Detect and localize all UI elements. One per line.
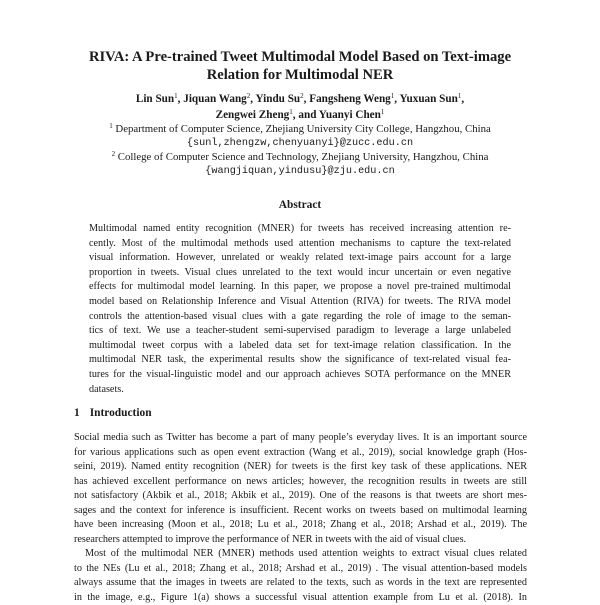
affiliation-mark: 2	[112, 150, 116, 158]
section-heading-introduction	[74, 407, 152, 419]
abstract-line: multimodal NER task, the experimental results show the significance of text-related visual fea-	[89, 353, 511, 368]
author-separator: ,	[304, 93, 310, 105]
body-line: in the image, e.g., Figure 1(a) shows a successful visual attention example from Lu et al. (2018). In	[74, 591, 527, 605]
author-separator: ,	[178, 93, 184, 105]
body-line: for various applications such as open event extraction (Wang et al., 2019), social knowledge graph (Hos-	[74, 446, 527, 461]
title-line-2: Relation for Multimodal NER	[60, 66, 540, 84]
abstract-line: tures for the visual-linguistic model and our approach achieves SOTA performance on the MNER	[89, 368, 511, 383]
affiliation-name: $^2$ College of Computer Science and Technology, Zhejiang University, Hangzhou, China	[60, 150, 540, 165]
section-title: Introduction	[90, 407, 152, 419]
author-affil-mark: 2	[300, 92, 304, 100]
author-affil-mark: 1	[458, 92, 462, 100]
abstract-heading: Abstract	[0, 199, 600, 211]
body-line: to the NEs (Lu et al., 2018; Zhang et al., 2018; Arshad et al., 2019) . The visual attention-based models	[74, 562, 527, 577]
author-affil-mark: 2	[247, 92, 251, 100]
abstract-body	[89, 222, 511, 397]
abstract-line: datasets.	[89, 383, 511, 398]
body-line: Social media such as Twitter has become a part of many people’s everyday lives. It is an important source	[74, 431, 527, 446]
abstract-line: tics of text. We use a teacher-student semi-supervised paradigm to leverage a large unlabeled	[89, 324, 511, 339]
affiliation-mark: 1	[109, 122, 113, 130]
author-name: Yuanyi Chen	[319, 109, 381, 121]
author-name: Yindu Su	[255, 93, 300, 105]
abstract-line: visual information. However, unrelated or weakly related text-image pairs account for a large	[89, 251, 511, 266]
paper-title	[60, 48, 540, 84]
author-separator: ,	[461, 93, 464, 105]
author-line-2	[60, 107, 540, 123]
abstract-line: proportion in tweets. Visual clues unrelated to the text would incur uncertain or even negative	[89, 266, 511, 281]
author-affil-mark: 1	[289, 108, 293, 116]
affiliation-email[interactable]: {sunl,zhengzw,chenyuanyi}@zucc.edu.cn	[60, 137, 540, 152]
author-list	[60, 91, 540, 123]
body-line: researchers attempted to improve the performance of NER in tweets with the aid of visual clues.	[74, 533, 527, 548]
body-line: Most of the multimodal NER (MNER) methods used attention weights to extract visual clues related	[74, 547, 527, 562]
author-name: Lin Sun	[136, 93, 174, 105]
author-separator: ,	[250, 93, 255, 105]
body-line: not satisfactory (Akbik et al., 2018; Akbik et al., 2019). One of the reasons is that tweets are short mes-	[74, 489, 527, 504]
abstract-line: Multimodal named entity recognition (MNER) for tweets has received increasing attention re-	[89, 222, 511, 237]
author-name: Zengwei Zheng	[216, 109, 290, 121]
author-affil-mark: 1	[174, 92, 178, 100]
affiliation-email[interactable]: {wangjiquan,yindusu}@zju.edu.cn	[60, 165, 540, 180]
abstract-line: multimodal tweet corpus with a labeled data set for text-image relation classification. In the	[89, 339, 511, 354]
body-line: have been increasing (Moon et al., 2018; Lu et al., 2018; Zhang et al., 2018; Arshad et al., 2019). The	[74, 518, 527, 533]
author-name: Fangsheng Weng	[309, 93, 391, 105]
author-affil-mark: 1	[391, 92, 395, 100]
author-affil-mark: 1	[381, 108, 385, 116]
body-line: has achieved excellent performance on news articles; however, the recognition results in tweets are still	[74, 475, 527, 490]
abstract-line: cently. Most of the multimodal methods used attention mechanisms to capture the text-related	[89, 237, 511, 252]
author-name: Jiquan Wang	[183, 93, 247, 105]
introduction-body	[74, 431, 527, 605]
affiliation-name: $^1$ Department of Computer Science, Zhejiang University City College, Hangzhou, China	[60, 122, 540, 137]
section-number: 1	[74, 407, 80, 419]
abstract-line: model based on Relationship Inference and Visual Attention (RIVA) for tweets. The RIVA model	[89, 295, 511, 310]
body-line: seini, 2019). Named entity recognition (NER) for tweets is the first key task of these applications. NER	[74, 460, 527, 475]
title-line-1: RIVA: A Pre-trained Tweet Multimodal Model Based on Text-image	[60, 48, 540, 66]
affiliation-1	[60, 122, 540, 151]
abstract-line: controls the attention-based visual clues with a gate regarding the role of image to the seman-	[89, 310, 511, 325]
body-line: sages and the context for inference is insufficient. Recent works on tweets based on multimodal learning	[74, 504, 527, 519]
abstract-line: effects for multimodal model learning. In this paper, we propose a novel pre-trained multimodal	[89, 280, 511, 295]
author-separator: ,	[394, 93, 399, 105]
author-line-1	[60, 91, 540, 107]
body-line: always assume that the images in tweets are related to the texts, such as words in the text are represented	[74, 576, 527, 591]
affiliation-2	[60, 150, 540, 179]
author-name: Yuxuan Sun	[399, 93, 457, 105]
author-separator: , and	[293, 109, 319, 121]
